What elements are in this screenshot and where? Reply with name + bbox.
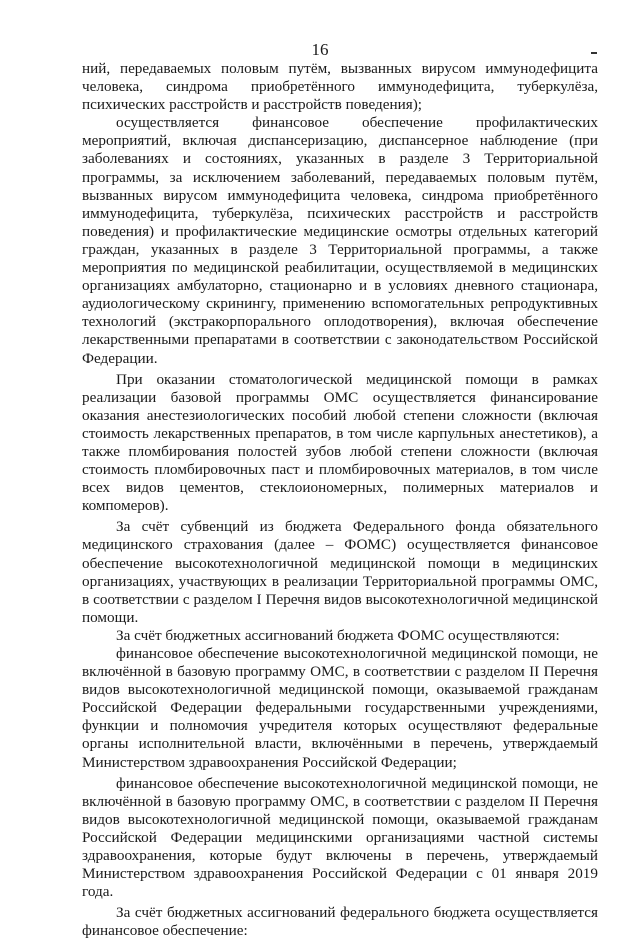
page-number: 16 xyxy=(311,40,329,59)
scan-mark xyxy=(591,52,597,54)
paragraph-prevention-financing: осуществляется финансовое обеспечение профилактических мероприятий, включая диспансеризацию, диспансерное наблюдение (при заболеваниях и состояниях, указанных в разделе 3 Территориальной программы, за исключением заболеваний, передаваемых половым путём, вызванных вирусом иммунодефицита человека, синдрома приобретённого иммунодефицита, туберкулёза, психических расстройств и расстройств поведения) и профилактические медицинские осмотры отдельных категорий граждан, указанных в разделе 3 Территориальной программы, а также мероприятия по медицинской реабилитации, осуществляемой в медицинских организациях амбулаторно, стационарно и в условиях дневного стационара, аудиологическому скринингу, применению вспомогательных репродуктивных технологий (экстракорпорального оплодотворения), включая обеспечение лекарственными препаратами в соответствии с законодательством Российской Федерации. xyxy=(82,114,598,367)
paragraph-private-organizations: финансовое обеспечение высокотехнологичной медицинской помощи, не включённой в базовую программу ОМС, в соответствии с разделом II Перечня видов высокотехнологичной медицинской помощи, оказываемой гражданам Российской Федерации медицинскими организациями частной системы здравоохранения, которые будут включены в перечень, утверждаемый Министерством здравоохранения Российской Федерации с 01 января 2019 года. xyxy=(82,774,598,901)
paragraph-federal-budget: За счёт бюджетных ассигнований федерального бюджета осуществляется финансовое обеспечение: xyxy=(82,904,598,940)
paragraph-foms-budget-intro: За счёт бюджетных ассигнований бюджета ФОМС осуществляются: xyxy=(116,626,560,644)
paragraph-foms-subventions: За счёт субвенций из бюджета Федерального фонда обязательного медицинского страхования (далее – ФОМС) осуществляется финансовое обеспечение высокотехнологичной медицинской помощи в медицинских организациях, участвующих в реализации Территориальной программы ОМС, в соответствии с разделом I Перечня видов высокотехнологичной медицинской помощи. xyxy=(82,518,598,626)
paragraph-continuation: ний, передаваемых половым путём, вызванных вирусом иммунодефицита человека, синдрома приобретённого иммунодефицита, туберкулёза, психических расстройств и расстройств поведения); xyxy=(82,60,598,114)
paragraph-federal-institutions: финансовое обеспечение высокотехнологичной медицинской помощи, не включённой в базовую программу ОМС, в соответствии с разделом II Перечня видов высокотехнологичной медицинской помощи, оказываемой гражданам Российской Федерации федеральными государственными учреждениями, функции и полномочия учредителя которых осуществляют федеральные органы исполнительной власти, включёнными в перечень, утверждаемый Министерством здравоохранения Российской Федерации; xyxy=(82,645,598,771)
paragraph-dental-care: При оказании стоматологической медицинской помощи в рамках реализации базовой программы ОМС осуществляется финансирование оказания анестезиологических пособий любой степени сложности (включая стоимость лекарственных препаратов, в том числе карпульных анестетиков), а также пломбирования полостей зубов любой степени сложности (включая стоимость пломбировочных паст и пломбировочных материалов, в том числе всех видов цементов, стеклоиономерных, полимерных материалов и компомеров). xyxy=(82,370,598,515)
body-text xyxy=(82,60,598,941)
